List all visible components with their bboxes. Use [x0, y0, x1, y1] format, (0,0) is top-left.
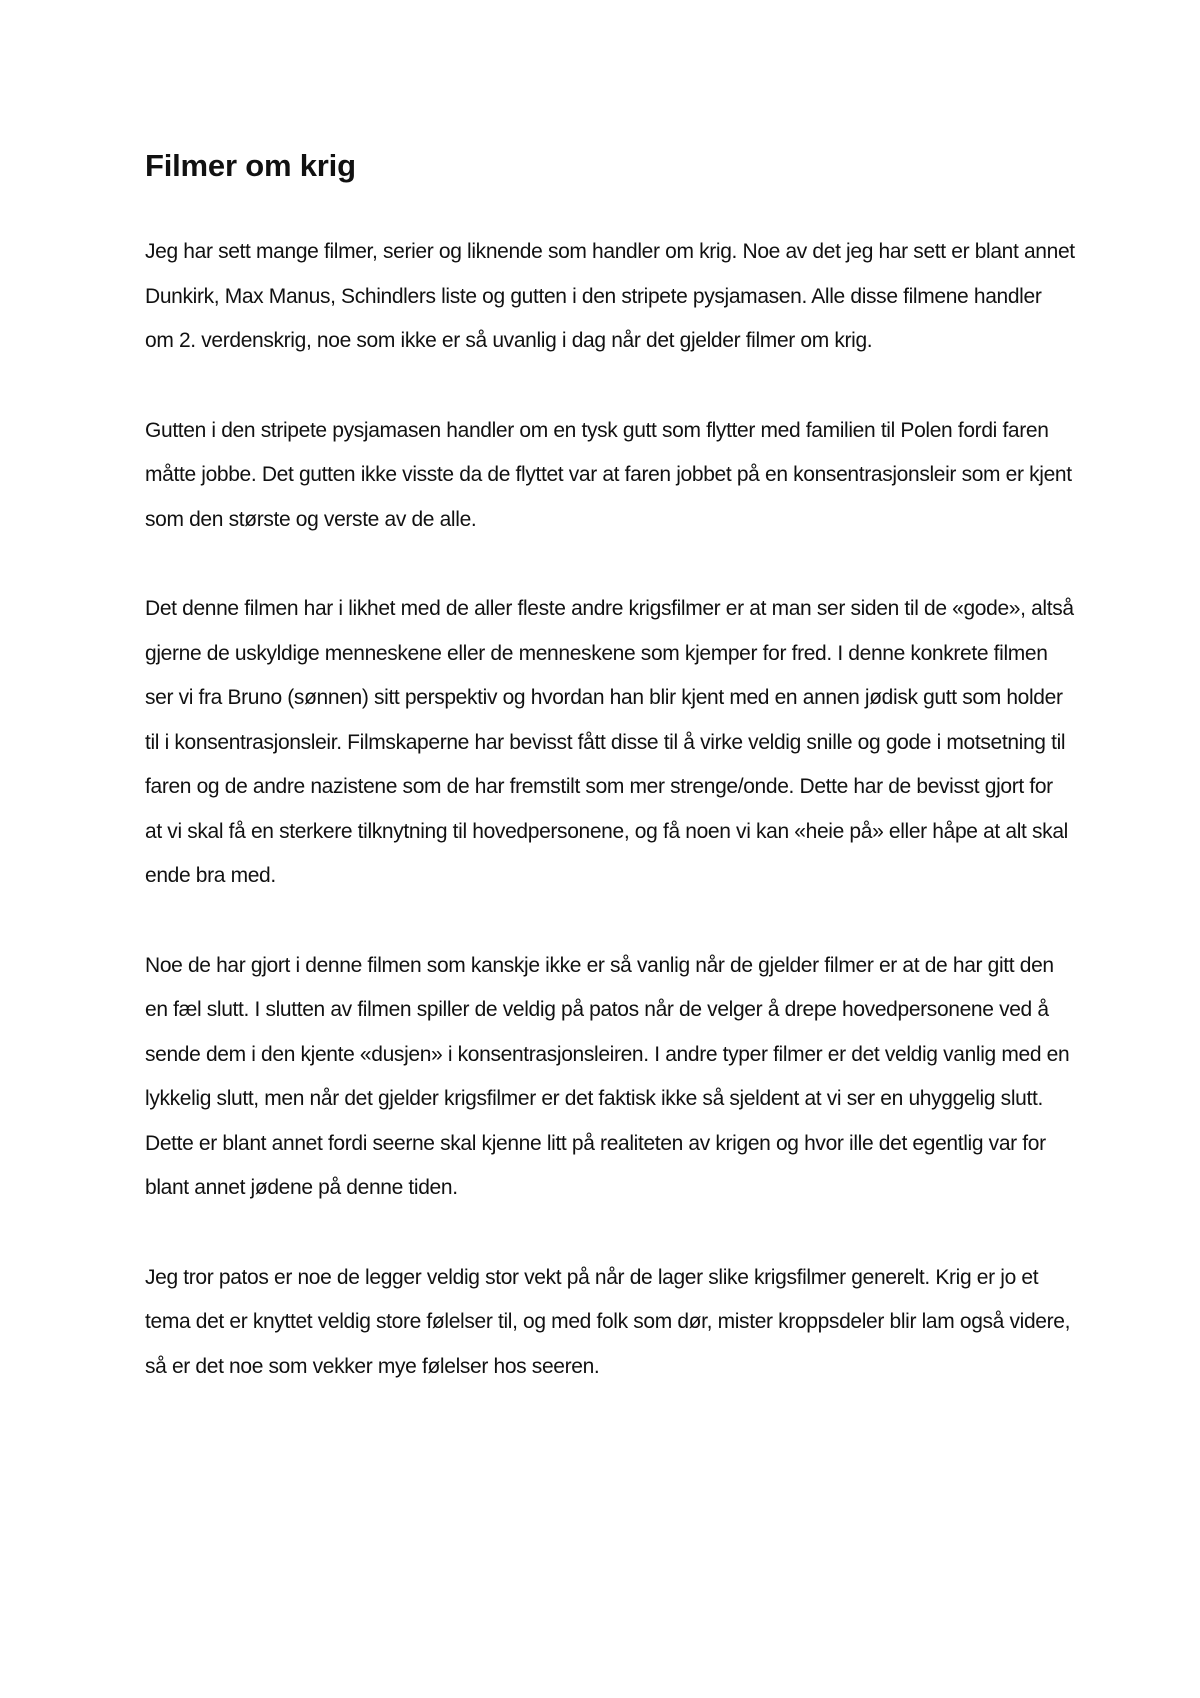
paragraph-5: Jeg tror patos er noe de legger veldig stor vekt på når de lager slike krigsfilmer generelt. Krig er jo et tema det er knyttet veldig store følelser til, og med folk som dør, mister kroppsdeler blir lam også videre, så er det noe som vekker mye følelser hos seeren.: [145, 1265, 1071, 1378]
paragraph-3: Det denne filmen har i likhet med de aller fleste andre krigsfilmer er at man ser siden til de «gode», altså gjerne de uskyldige menneskene eller de menneskene som kjemper for fred. I denne konkrete filmen ser vi fra Bruno (sønnen) sitt perspektiv og hvordan han blir kjent med en annen jødisk gutt som holder til i konsentrasjonsleir. Filmskaperne har bevisst fått disse til å virke veldig snille og gode i motsetning til faren og de andre nazistene som de har fremstilt som mer strenge/onde. Dette har de bevisst gjort for at vi skal få en sterkere tilknytning til hovedpersonene, og få noen vi kan «heie på» eller håpe at alt skal ende bra med.: [145, 597, 1074, 887]
document-title: Filmer om krig: [145, 148, 356, 183]
document-body: [145, 146, 1075, 1389]
paragraph-4: Noe de har gjort i denne filmen som kanskje ikke er så vanlig når de gjelder filmer er at de har gitt den en fæl slutt. I slutten av filmen spiller de veldig på patos når de velger å drepe hovedpersonene ved å sende dem i den kjente «dusjen» i konsentrasjonsleiren. I andre typer filmer er det veldig vanlig med en lykkelig slutt, men når det gjelder krigsfilmer er det faktisk ikke så sjeldent at vi ser en uhyggelig slutt. Dette er blant annet fordi seerne skal kjenne litt på realiteten av krigen og hvor ille det egentlig var for blant annet jødene på denne tiden.: [145, 953, 1070, 1199]
paragraph-2: Gutten i den stripete pysjamasen handler om en tysk gutt som flytter med familien til Polen fordi faren måtte jobbe. Det gutten ikke visste da de flyttet var at faren jobbet på en konsentrasjonsleir som er kjent som den største og verste av de alle.: [145, 418, 1072, 531]
paragraph-1: Jeg har sett mange filmer, serier og liknende som handler om krig. Noe av det jeg har sett er blant annet Dunkirk, Max Manus, Schindlers liste og gutten i den stripete pysjamasen. Alle disse filmene handler om 2. verdenskrig, noe som ikke er så uvanlig i dag når det gjelder filmer om krig.: [145, 240, 1075, 352]
